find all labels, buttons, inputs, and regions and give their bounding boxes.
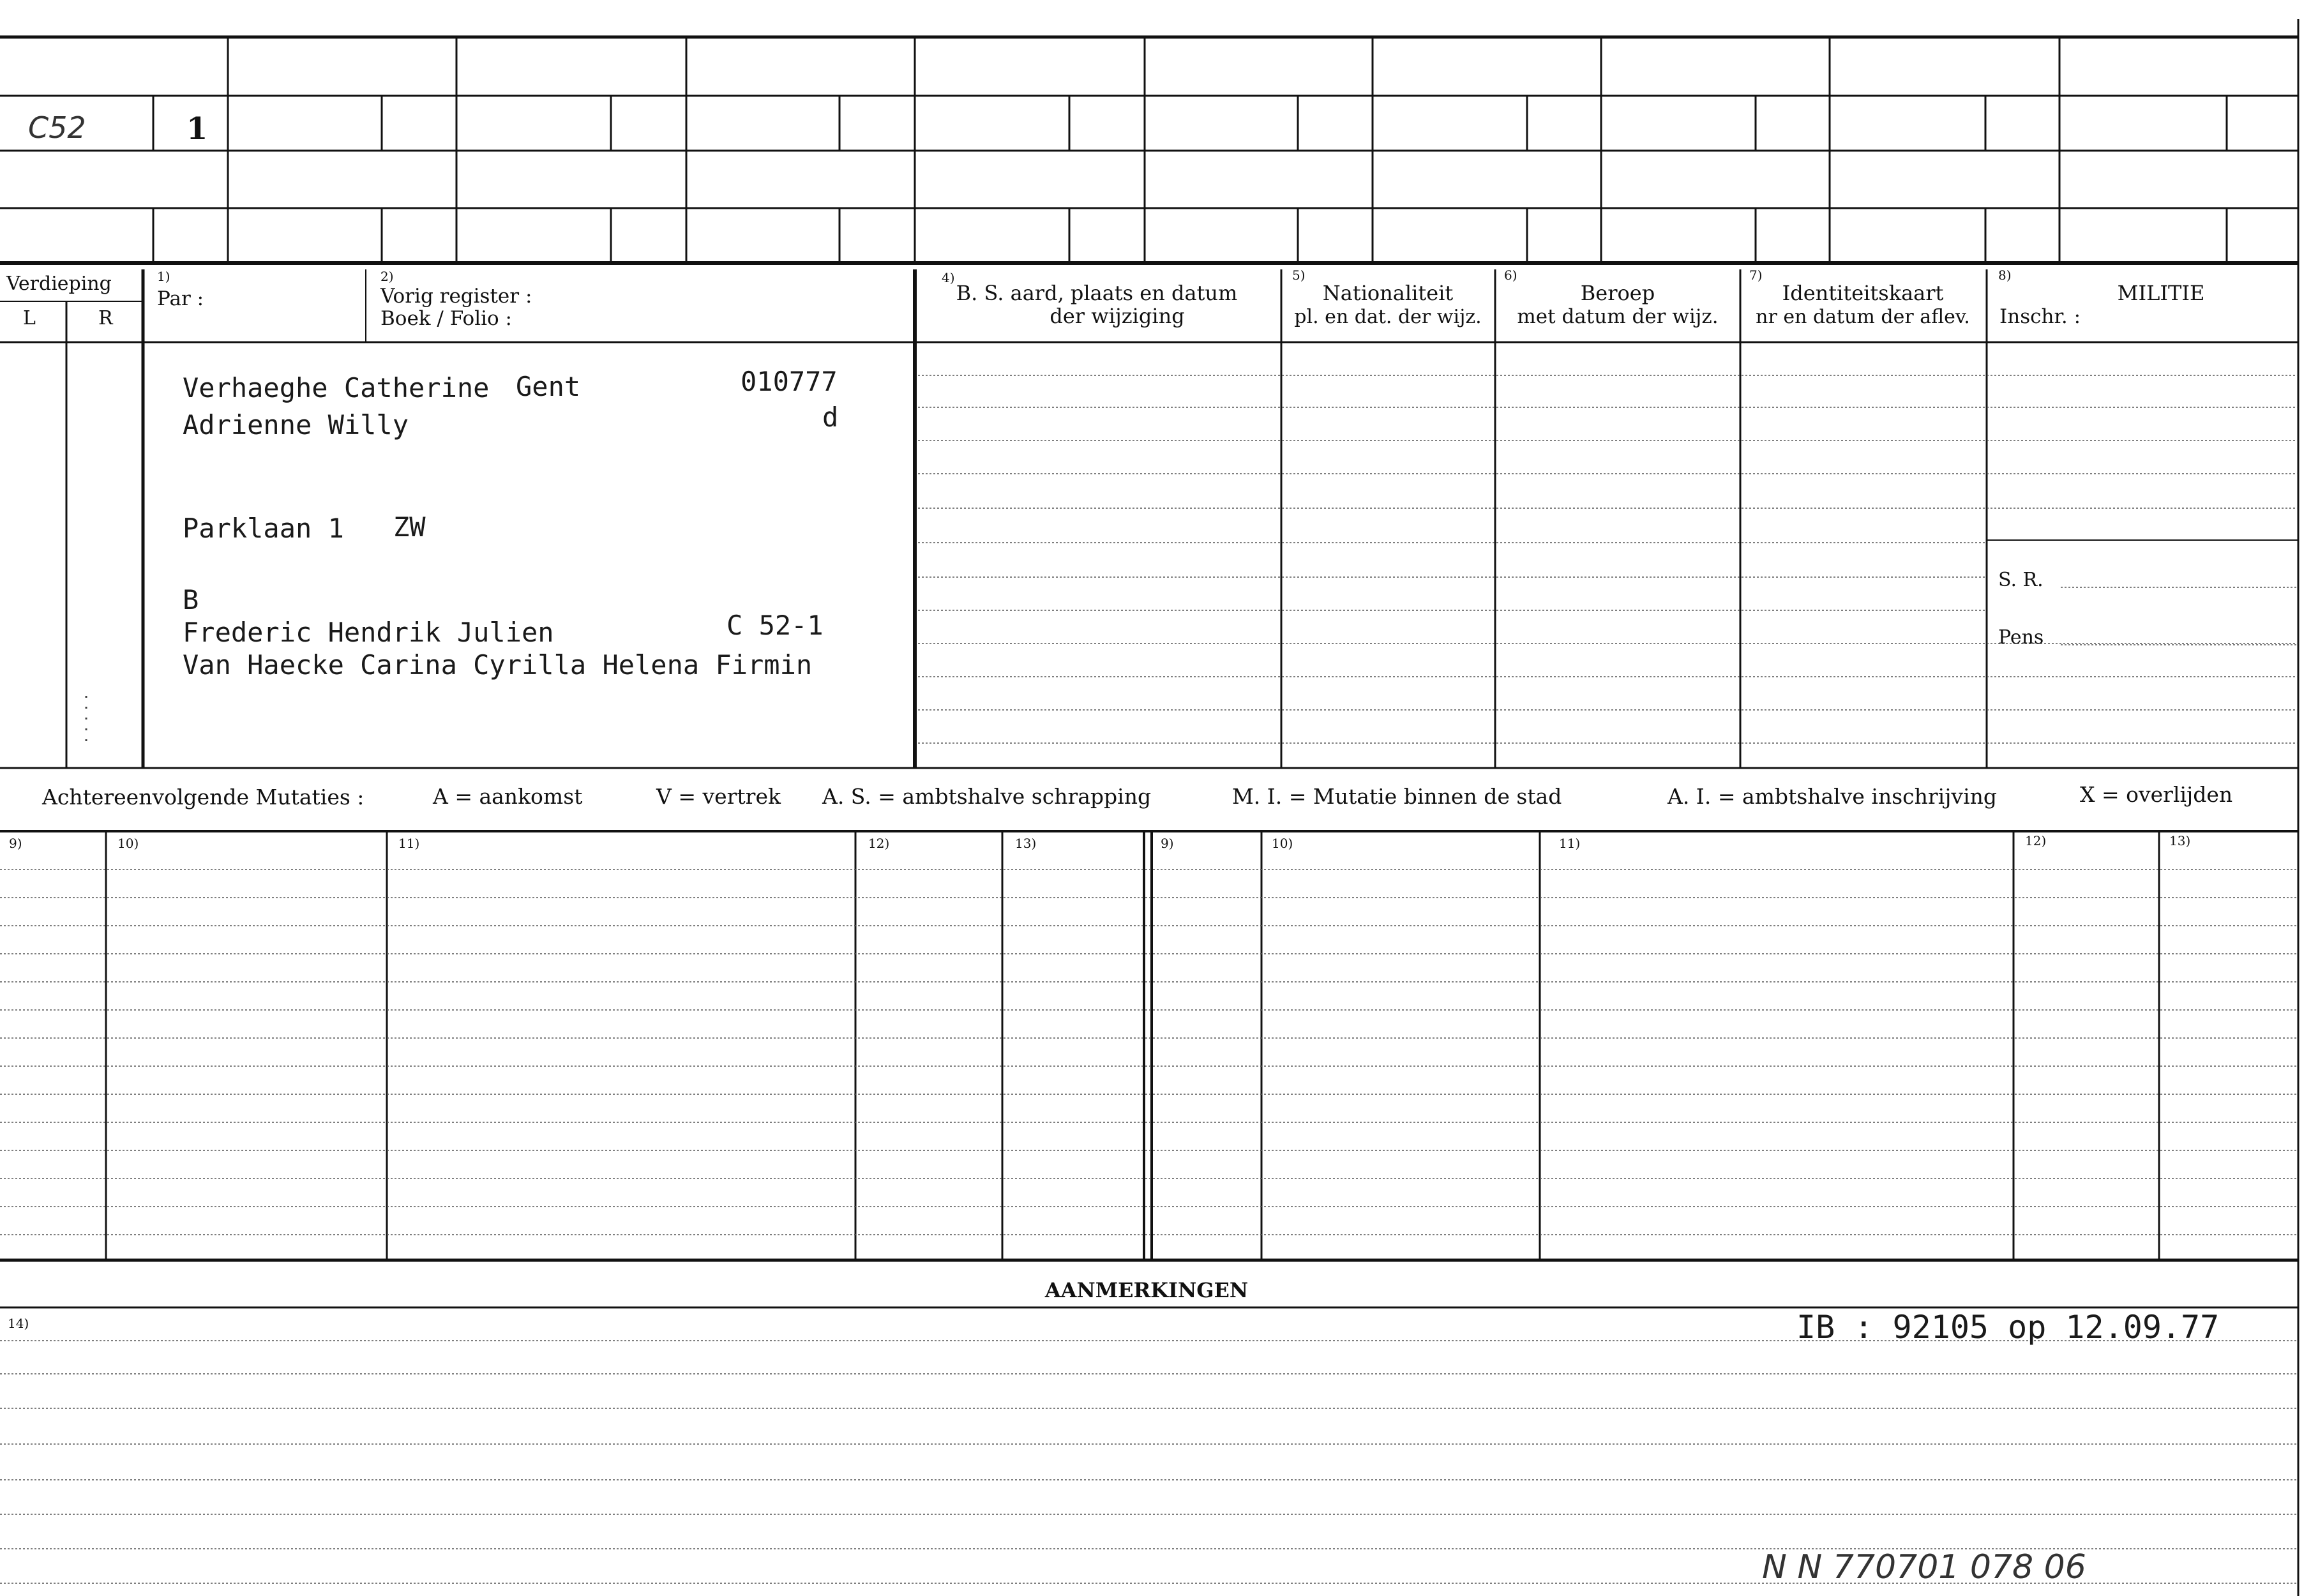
address: Parklaan 1 xyxy=(183,513,344,544)
militia-inschr-label: Inschr. : xyxy=(1999,305,2081,328)
resident-sex: d xyxy=(822,402,839,433)
legend-internal-move: M. I. = Mutatie binnen de stad xyxy=(1232,784,1562,809)
mut-col-9-right: 9) xyxy=(1161,836,1174,851)
national-number: N N 770701 078 06 xyxy=(1762,1548,2086,1586)
col5-heading-2: pl. en dat. der wijz. xyxy=(1294,306,1482,328)
militia-heading: MILITIE xyxy=(2117,281,2205,305)
legend-registration: A. I. = ambtshalve inschrijving xyxy=(1667,784,1998,809)
card-number: 1 xyxy=(186,111,208,147)
birth-place: Gent xyxy=(516,371,581,402)
resident-name: Verhaeghe Catherine xyxy=(183,372,490,403)
mut-col-12-right: 12) xyxy=(2025,833,2047,848)
col6-number: 6) xyxy=(1504,267,1517,283)
mut-col-13-left: 13) xyxy=(1015,836,1037,851)
legend-death: X = overlijden xyxy=(2080,782,2233,807)
mut-col-12-left: 12) xyxy=(868,836,890,851)
col7-heading-1: Identiteitskaart xyxy=(1782,281,1944,305)
mut-col-11-right: 11) xyxy=(1559,836,1581,851)
mut-col-10-left: 10) xyxy=(117,836,139,851)
col8-number: 8) xyxy=(1998,267,2012,283)
address-code: ZW xyxy=(393,511,426,543)
col5-number: 5) xyxy=(1292,267,1306,283)
col6-heading-2: met datum der wijz. xyxy=(1517,305,1719,328)
mother-name: Van Haecke Carina Cyrilla Helena Firmin xyxy=(183,649,813,681)
remarks-number: 14) xyxy=(8,1316,29,1331)
col4-heading-2: der wijziging xyxy=(1050,304,1185,328)
floor-label: Verdieping xyxy=(6,273,112,295)
col7-number: 7) xyxy=(1749,267,1763,283)
birth-date: 010777 xyxy=(741,366,838,397)
col6-heading-1: Beroep xyxy=(1580,281,1655,305)
resident-given-names: Adrienne Willy xyxy=(183,409,409,440)
legend-arrival: A = aankomst xyxy=(433,784,583,809)
entry-letter: B xyxy=(183,584,199,615)
remarks-note: IB : 92105 op 12.09.77 xyxy=(1796,1309,2220,1346)
legend-struck-off: A. S. = ambtshalve schrapping xyxy=(822,784,1152,809)
book-folio-label: Boek / Folio : xyxy=(380,307,512,330)
legend-departure: V = vertrek xyxy=(656,784,781,809)
remarks-title: AANMERKINGEN xyxy=(1044,1278,1249,1302)
floor-right-label: R xyxy=(98,307,113,329)
card-code: C52 xyxy=(28,110,86,145)
col4-heading-1: B. S. aard, plaats en datum xyxy=(956,281,1238,305)
father-name: Frederic Hendrik Julien xyxy=(183,617,554,648)
mut-col-10-right: 10) xyxy=(1272,836,1293,851)
mut-col-9-left: 9) xyxy=(9,836,22,851)
floor-left-label: L xyxy=(23,307,36,329)
col7-heading-2: nr en datum der aflev. xyxy=(1756,306,1970,328)
mut-col-13-right: 13) xyxy=(2169,833,2191,848)
militia-sr-label: S. R. xyxy=(1998,569,2044,591)
col2-number: 2) xyxy=(380,269,394,284)
mutations-title: Achtereenvolgende Mutaties : xyxy=(42,785,365,809)
col1-number: 1) xyxy=(157,269,170,284)
col1-label: Par : xyxy=(157,287,204,310)
mut-col-11-left: 11) xyxy=(398,836,420,851)
col4-number: 4) xyxy=(942,270,955,285)
col5-heading-1: Nationaliteit xyxy=(1322,281,1454,305)
militia-pens-label: Pens xyxy=(1998,626,2044,649)
father-reference: C 52-1 xyxy=(726,610,824,641)
previous-register-label: Vorig register : xyxy=(380,285,532,308)
